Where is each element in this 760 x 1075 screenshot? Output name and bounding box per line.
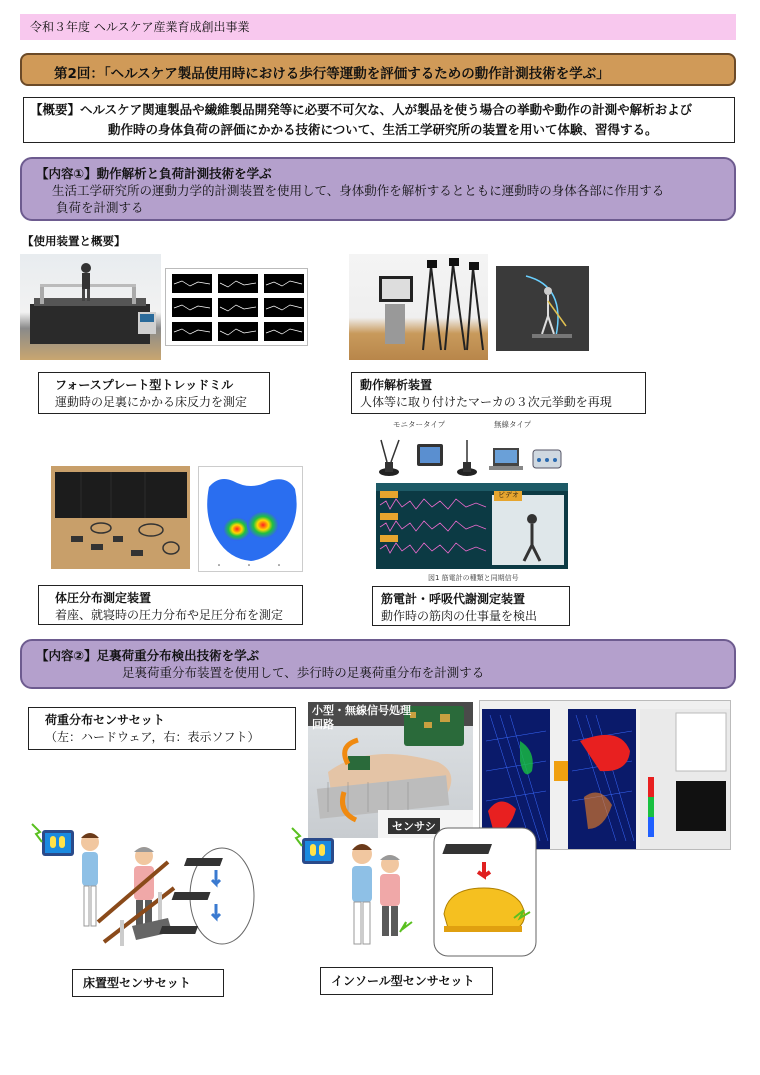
emg-caption — [372, 586, 570, 626]
content-2-heading: 【内容②】足裏荷重分布検出技術を学ぶ — [36, 648, 260, 663]
content-1-heading: 【内容①】動作解析と負荷計測技術を学ぶ — [36, 166, 272, 181]
session-title: 第2回：「ヘルスケア製品使用時における歩行等運動を評価するための動作計測技術を学ぶ」 — [54, 66, 610, 82]
floor-type-label: 床置型センサセット — [72, 969, 224, 997]
motion-skeleton-view — [496, 266, 589, 351]
wireless-type-label: 無線タイプ — [494, 420, 532, 429]
content-2-line-1: 足裏荷重分布装置を使用して、歩行時の足裏荷重分布を計測する — [122, 665, 485, 680]
video-label: ビデオ — [498, 491, 519, 499]
wireless-circuit-label — [312, 704, 411, 732]
treadmill-desc: 運動時の足裏にかかる床反力を測定 — [55, 395, 248, 409]
pressure-heatmap — [198, 466, 303, 572]
floor-sensor-illustration — [28, 822, 256, 962]
event-title-bar — [20, 14, 736, 40]
emg-figure-caption: 図1 筋電計の種類と同期信号 — [428, 574, 519, 582]
content-1-line-1: 生活工学研究所の運動力学的計測装置を使用して、身体動作を解析するとともに運動時の身体各部に作用する — [52, 183, 665, 198]
wireless-circuit-line-1: 小型・無線信号処理 — [312, 704, 411, 717]
pressure-mat-photo — [51, 466, 190, 569]
monitor-type-label: モニタータイプ — [393, 420, 446, 429]
sensor-sheet-label: センサシ — [388, 818, 440, 834]
content-2-box — [20, 639, 736, 689]
treadmill-signal-panel — [165, 268, 308, 346]
pressure-title: 体圧分布測定装置 — [55, 591, 152, 605]
motion-capture-photo — [349, 254, 488, 360]
emg-devices-row — [373, 432, 573, 480]
sensor-set-caption — [28, 707, 296, 750]
treadmill-caption — [38, 372, 270, 414]
motion-desc: 人体等に取り付けたマーカの３次元挙動を再現 — [360, 395, 612, 409]
pressure-caption — [38, 585, 303, 625]
session-title-bar — [20, 53, 736, 86]
sensor-set-title: 荷重分布センサセット — [45, 713, 165, 727]
emg-title: 筋電計・呼吸代謝測定装置 — [381, 592, 526, 606]
treadmill-photo — [20, 254, 161, 360]
equipment-label: 【使用装置と概要】 — [22, 234, 126, 248]
emg-desc: 動作時の筋肉の仕事量を検出 — [381, 609, 538, 623]
insole-sensor-illustration — [288, 822, 538, 962]
overview-box — [23, 97, 735, 143]
motion-title: 動作解析装置 — [360, 378, 433, 392]
sensor-hardware-photo — [308, 702, 473, 838]
emg-signal-screen — [376, 483, 568, 569]
sensor-set-desc: （左：ハードウェア，右：表示ソフト） — [45, 730, 260, 744]
overview-line-1: 【概要】ヘルスケア関連製品や繊維製品開発等に必要不可欠な、人が製品を使う場合の挙動や動作の計測や解析および — [30, 102, 693, 117]
insole-type-label: インソール型センサセット — [320, 967, 493, 995]
pressure-desc: 着座、就寝時の圧力分布や足圧分布を測定 — [55, 608, 284, 622]
wireless-circuit-line-2: 回路 — [312, 718, 334, 731]
content-1-box — [20, 157, 736, 221]
overview-line-2: 動作時の身体負荷の評価にかかる技術について、生活工学研究所の装置を用いて体験、習得する。 — [108, 122, 658, 137]
motion-caption — [351, 372, 646, 414]
treadmill-title: フォースプレート型トレッドミル — [55, 378, 234, 392]
event-title: 令和３年度 ヘルスケア産業育成創出事業 — [30, 20, 250, 34]
content-1-line-2: 負荷を計測する — [56, 200, 144, 215]
